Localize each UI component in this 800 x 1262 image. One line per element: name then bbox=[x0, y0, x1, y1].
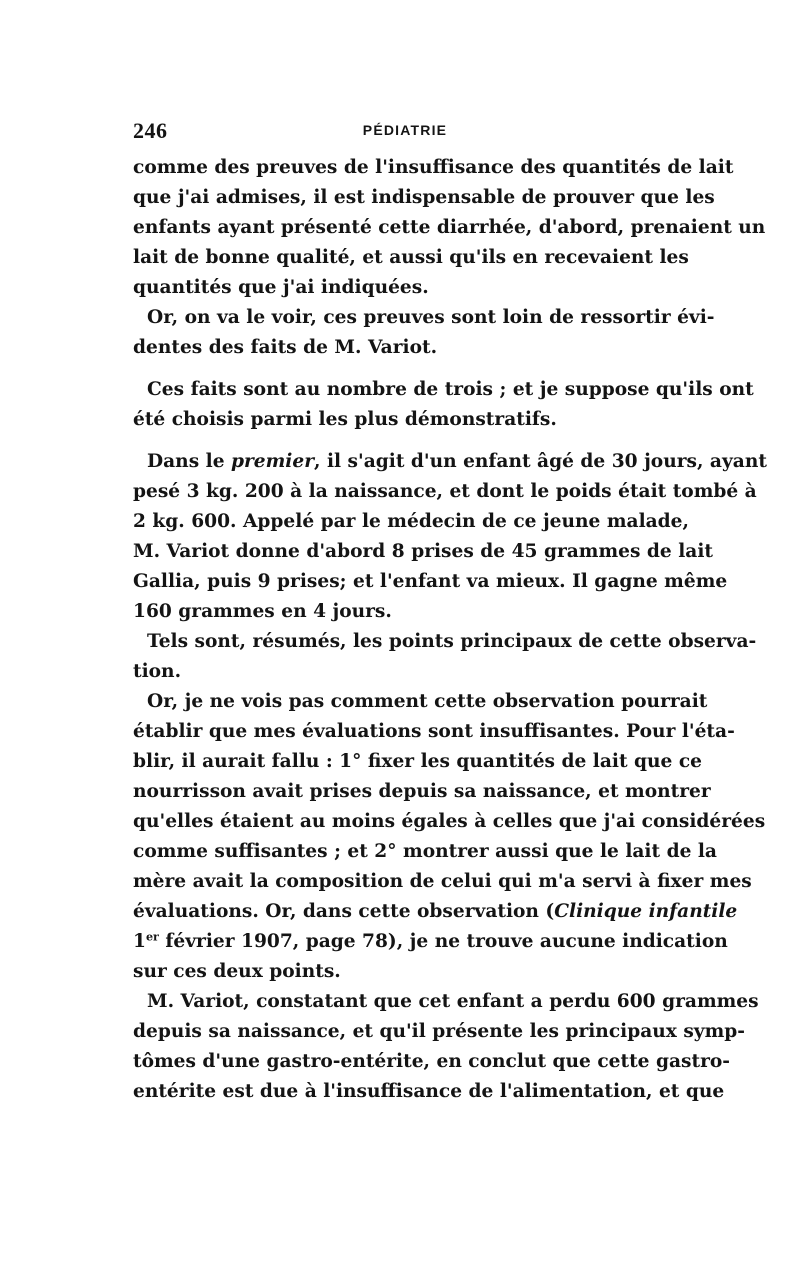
text-fragment: 1 bbox=[133, 931, 146, 952]
text-line: sur ces deux points. bbox=[133, 961, 341, 982]
running-head: PÉDIATRIE bbox=[362, 122, 448, 138]
text-line: Gallia, puis 9 prises; et l'enfant va mieux. Il gagne même bbox=[133, 571, 728, 592]
text-line: nourrisson avait prises depuis sa naissance, et montrer bbox=[133, 781, 711, 802]
text-line: comme suffisantes ; et 2° montrer aussi que le lait de la bbox=[133, 841, 717, 862]
superscript: er bbox=[145, 930, 159, 944]
text-line: quantités que j'ai indiquées. bbox=[133, 277, 429, 298]
text-line: 2 kg. 600. Appelé par le médecin de ce jeune malade, bbox=[133, 511, 689, 532]
text-line: enfants ayant présenté cette diarrhée, d'abord, prenaient un bbox=[133, 217, 766, 238]
text-line: Ces faits sont au nombre de trois ; et je suppose qu'ils ont bbox=[147, 379, 754, 400]
text-line: M. Variot, constatant que cet enfant a perdu 600 grammes bbox=[147, 991, 759, 1012]
emphasis: Clinique infantile bbox=[554, 901, 738, 922]
text-line bbox=[133, 447, 767, 477]
body-text bbox=[133, 153, 767, 1107]
text-line: entérite est due à l'insuffisance de l'alimentation, et que bbox=[133, 1081, 725, 1102]
text-line: lait de bonne qualité, et aussi qu'ils en recevaient les bbox=[133, 247, 689, 268]
text-line: Or, je ne vois pas comment cette observation pourrait bbox=[147, 691, 708, 712]
text-line: tion. bbox=[133, 661, 182, 682]
text-line: pesé 3 kg. 200 à la naissance, et dont le poids était tombé à bbox=[133, 481, 757, 502]
text-line bbox=[133, 927, 728, 957]
text-line: qu'elles étaient au moins égales à celles que j'ai considérées bbox=[133, 811, 766, 832]
text-fragment: Dans le bbox=[147, 451, 231, 472]
emphasis: premier bbox=[231, 451, 314, 472]
text-line: Or, on va le voir, ces preuves sont loin de ressortir évi- bbox=[147, 307, 715, 328]
text-line: tômes d'une gastro-entérite, en conclut que cette gastro- bbox=[133, 1051, 730, 1072]
text-line: dentes des faits de M. Variot. bbox=[133, 337, 438, 358]
text-line: Tels sont, résumés, les points principaux de cette observa- bbox=[147, 631, 757, 652]
page-number: 246 bbox=[133, 118, 168, 143]
text-line: établir que mes évaluations sont insuffisantes. Pour l'éta- bbox=[133, 721, 735, 742]
text-line bbox=[133, 897, 738, 927]
text-line: été choisis parmi les plus démonstratifs. bbox=[133, 409, 557, 430]
text-fragment: février 1907, page 78), je ne trouve aucune indication bbox=[158, 931, 728, 952]
text-line: comme des preuves de l'insuffisance des quantités de lait bbox=[133, 157, 734, 178]
text-fragment: évaluations. Or, dans cette observation ( bbox=[133, 901, 555, 922]
text-line: 160 grammes en 4 jours. bbox=[133, 601, 392, 622]
text-line: depuis sa naissance, et qu'il présente les principaux symp- bbox=[133, 1021, 746, 1042]
text-line: M. Variot donne d'abord 8 prises de 45 grammes de lait bbox=[133, 541, 713, 562]
text-line: que j'ai admises, il est indispensable de prouver que les bbox=[133, 187, 715, 208]
text-line: blir, il aurait fallu : 1° fixer les quantités de lait que ce bbox=[133, 751, 703, 772]
text-fragment: , il s'agit d'un enfant âgé de 30 jours, ayant bbox=[314, 451, 767, 472]
text-line: mère avait la composition de celui qui m'a servi à fixer mes bbox=[133, 871, 752, 892]
page-header bbox=[133, 118, 677, 146]
